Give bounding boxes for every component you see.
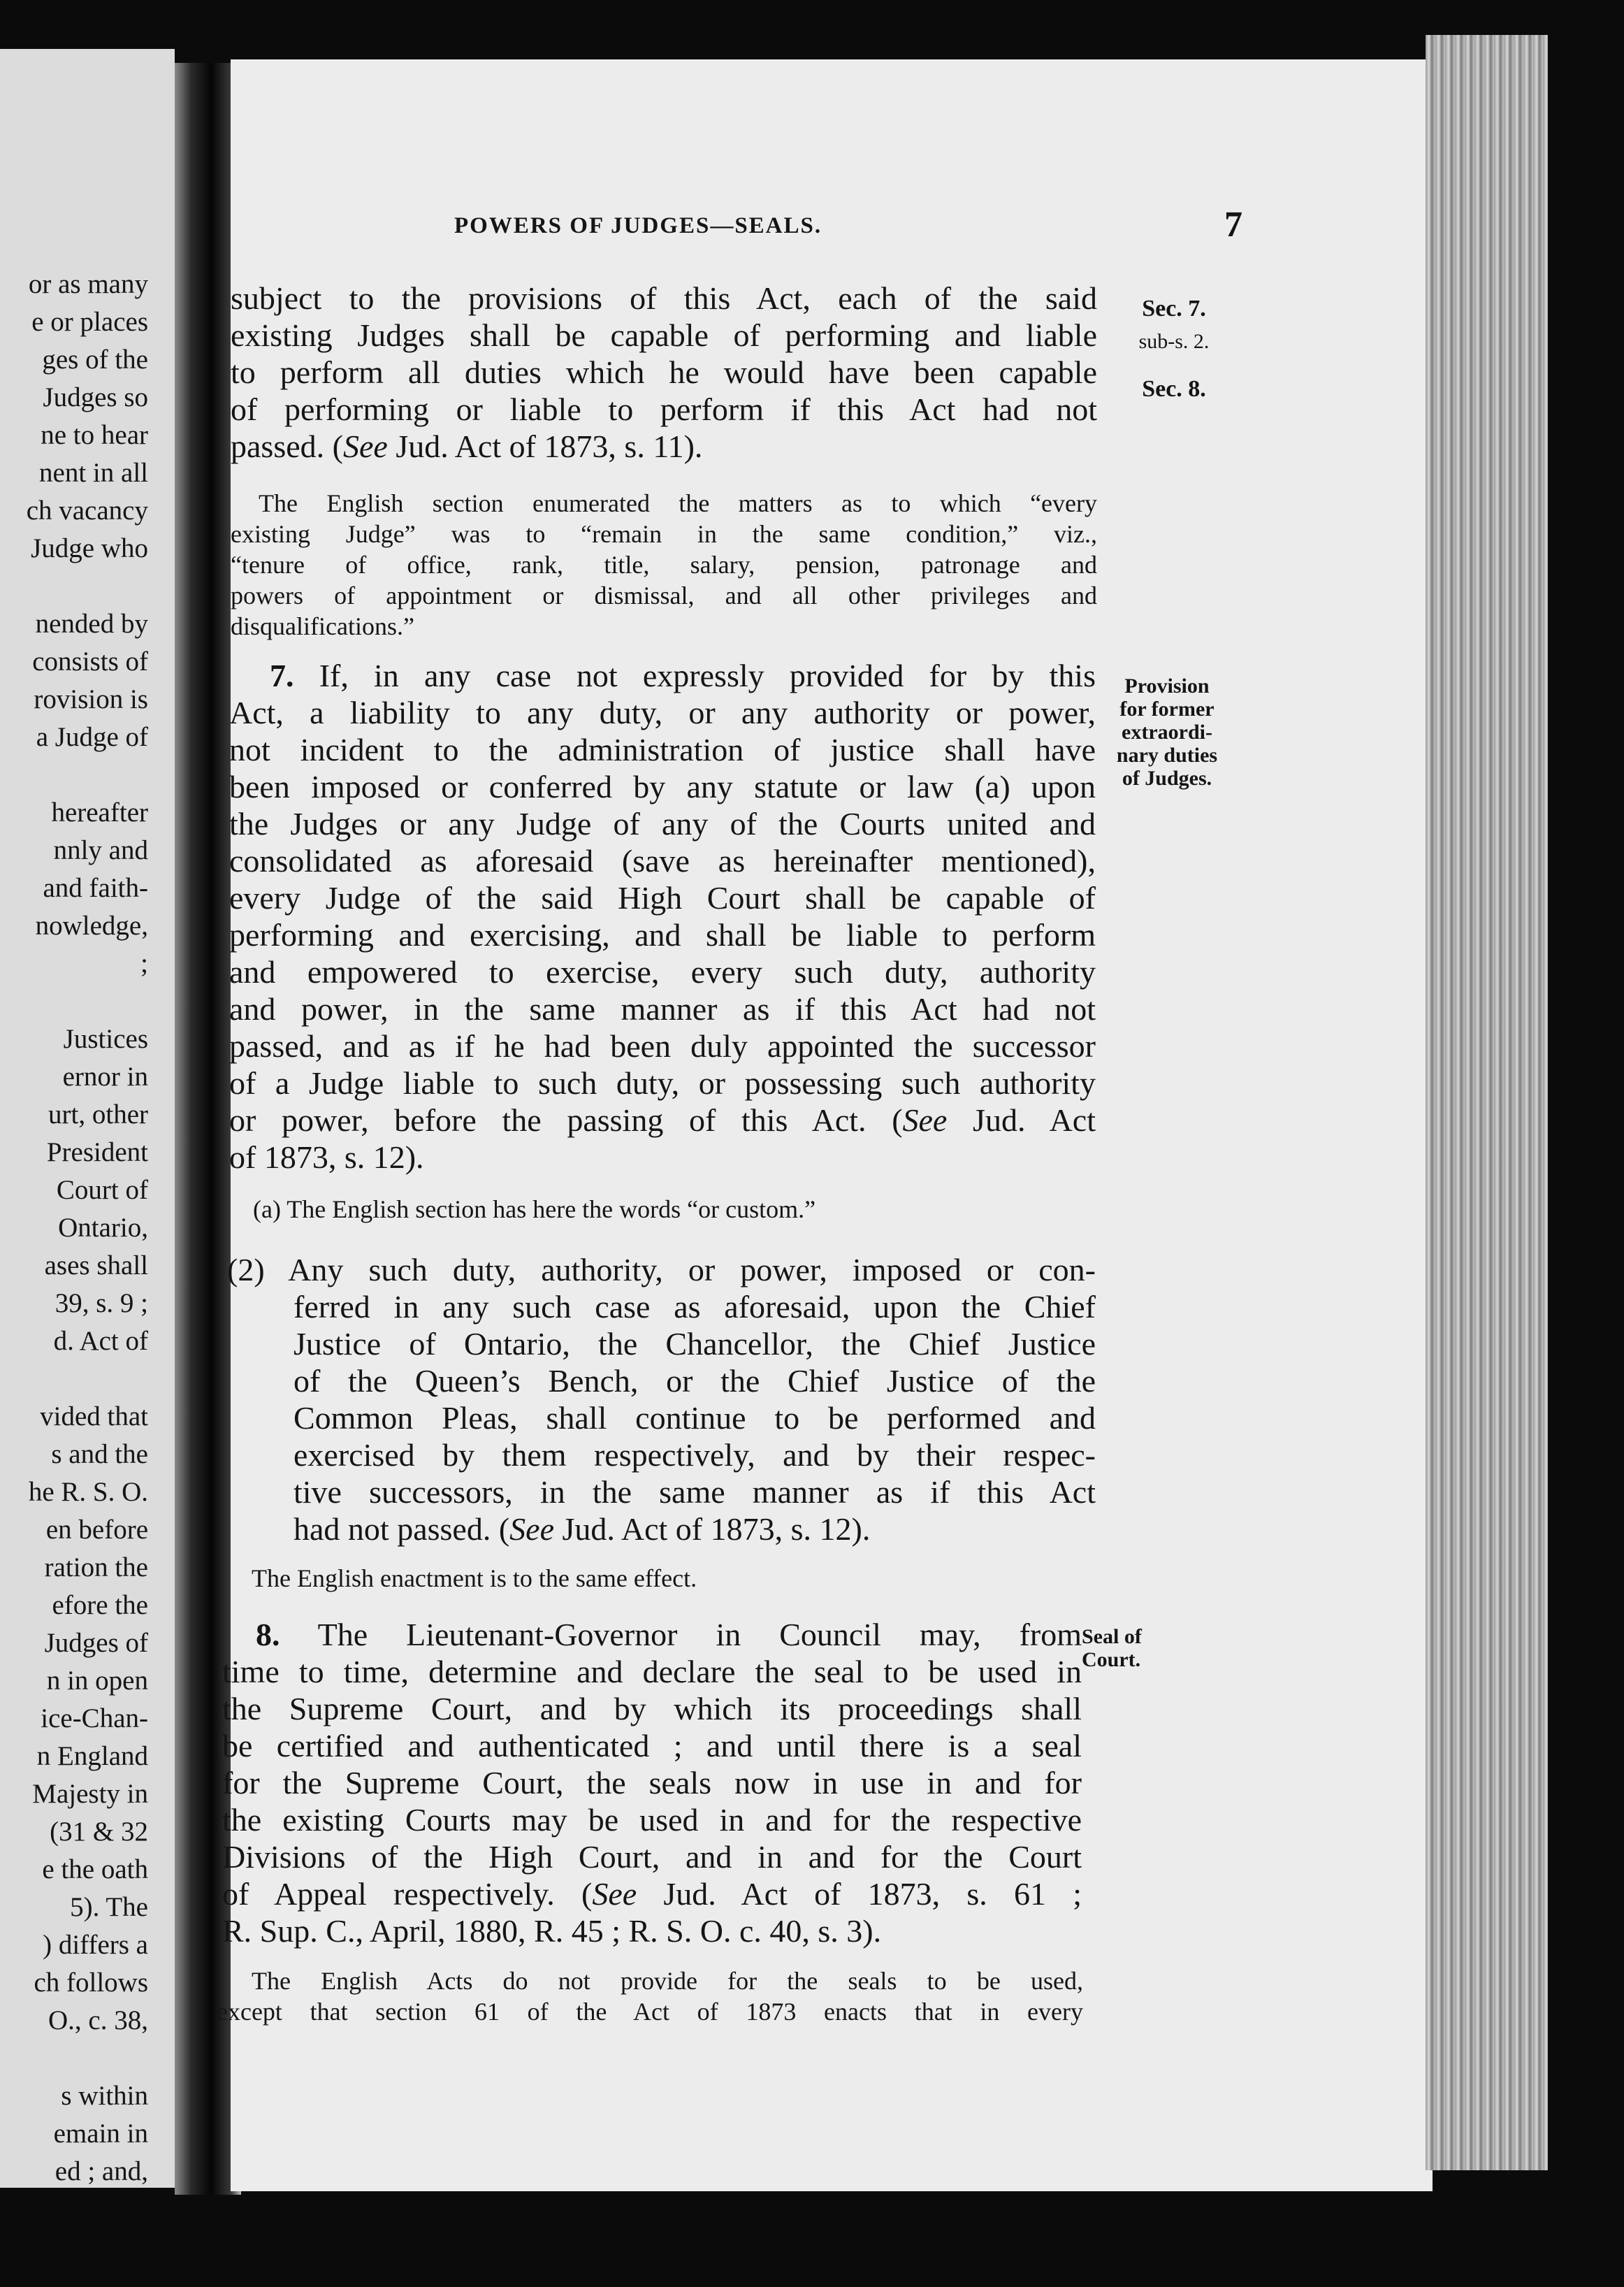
note-line: The English enactment is to the same effect. [252, 1564, 697, 1592]
section-number: 8. [256, 1617, 280, 1652]
left-page-line: emain in [53, 2119, 148, 2149]
footnote-a [253, 1194, 815, 1225]
text-line: for the Supreme Court, the seals now in use in and for [222, 1765, 1082, 1801]
margin-note-sub-s-2: sub-s. 2. [1138, 330, 1210, 353]
margin-note-provision: Provision for former extraordi- nary duties of Judges. [1116, 674, 1218, 790]
text-line: time to time, determine and declare the seal to be used in [222, 1654, 1082, 1689]
left-page-line [0, 1360, 148, 1398]
left-page-line: a Judge of [36, 722, 148, 752]
footnote-english-acts [217, 1965, 1083, 2027]
note-line: existing Judge” was to “remain in the same condition,” viz., [231, 520, 1097, 548]
margin-note-sec-8: Sec. 8. [1142, 376, 1206, 402]
left-page-line: (31 & 32 [50, 1817, 148, 1847]
left-page-line: he R. S. O. [28, 1477, 148, 1507]
text-line-last: passed. (See Jud. Act of 1873, s. 11). [231, 428, 703, 464]
left-page-line: d. Act of [53, 1326, 148, 1356]
left-page-line: O., c. 38, [48, 2005, 148, 2035]
left-page-line: nended by [35, 609, 148, 639]
left-page-line: ration the [44, 1552, 148, 1582]
text-line: of performing or liable to perform if this Act had not [231, 391, 1097, 427]
text-line: and empowered to exercise, every such duty, authority [229, 954, 1096, 990]
left-page-line: efore the [52, 1590, 148, 1620]
margin-note-sec-7: Sec. 7. [1142, 296, 1206, 322]
left-page-line: consists of [32, 647, 148, 677]
page-edges [1426, 35, 1548, 2170]
text-line: performing and exercising, and shall be liable to perform [229, 917, 1096, 953]
left-page-line: ) differs a [43, 1930, 148, 1960]
left-page-line: hereafter [51, 798, 148, 828]
left-page-line: ges of the [42, 345, 148, 375]
text-line: consolidated as aforesaid (save as hereinafter mentioned), [229, 843, 1096, 879]
subsection-2 [227, 1251, 1096, 1547]
left-page-line: and faith- [43, 873, 148, 903]
left-page-line: n in open [46, 1666, 148, 1696]
left-page-line: s and the [51, 1439, 148, 1469]
left-page-line [0, 568, 148, 605]
text-line: the Supreme Court, and by which its proceedings shall [222, 1691, 1082, 1726]
left-page-line: 5). The [70, 1892, 148, 1922]
subsection-first-line: (2) Any such duty, authority, or power, imposed or con- [227, 1252, 1096, 1287]
text-line: to perform all duties which he would have been capable [231, 354, 1097, 390]
text-line-last: R. Sup. C., April, 1880, R. 45 ; R. S. O. c. 40, s. 3). [222, 1913, 882, 1949]
text-line: of a Judge liable to such duty, or possessing such authority [229, 1065, 1096, 1101]
footnote-english-enactment [252, 1563, 697, 1594]
text-line: of Appeal respectively. (See Jud. Act of 1873, s. 61 ; [222, 1876, 1082, 1912]
left-page-line: rovision is [34, 684, 148, 714]
section-7 [229, 657, 1096, 1176]
text-line-last: of 1873, s. 12). [229, 1139, 424, 1175]
left-page-line: Court of [56, 1175, 148, 1205]
left-page-line [0, 756, 148, 794]
left-page-line: Judges so [43, 382, 148, 412]
text-line: exercised by them respectively, and by their respec- [293, 1437, 1096, 1473]
text-line: ferred in any such case as aforesaid, upon the Chief [293, 1289, 1096, 1325]
left-page-line: urt, other [48, 1099, 148, 1130]
left-page-line: nnly and [53, 835, 148, 865]
left-page-line: Judges of [44, 1628, 148, 1658]
text-line: Divisions of the High Court, and in and for the Court [222, 1839, 1082, 1875]
left-page-line: n England [36, 1741, 148, 1771]
margin-note-seal: Seal of Court. [1082, 1625, 1142, 1671]
note-line: (a) The English section has here the words “or custom.” [253, 1195, 816, 1223]
note-line: “tenure of office, rank, title, salary, pension, patronage and [231, 551, 1097, 579]
text-line: been imposed or conferred by any statute or law (a) upon [229, 769, 1096, 805]
left-page-line: e the oath [42, 1854, 148, 1884]
left-page-line: or as many [28, 269, 148, 299]
left-page-line: Judge who [31, 533, 148, 563]
left-page-line: nowledge, [35, 911, 148, 941]
running-head: POWERS OF JUDGES—SEALS. [454, 213, 822, 238]
left-page-line [0, 983, 148, 1020]
left-page-line: President [46, 1137, 148, 1167]
text-line: existing Judges shall be capable of performing and liable [231, 317, 1097, 353]
left-page-text [0, 266, 148, 2188]
note-line: powers of appointment or dismissal, and all other privileges and [231, 582, 1097, 609]
paragraph-continuation [231, 280, 1097, 465]
text-line: be certified and authenticated ; and until there is a seal [222, 1728, 1082, 1763]
left-page-line: ernor in [62, 1062, 148, 1092]
text-line: passed, and as if he had been duly appointed the successor [229, 1028, 1096, 1064]
left-page-line: 39, s. 9 ; [55, 1288, 148, 1318]
left-page-line: ch vacancy [26, 496, 148, 526]
left-page-line: vided that [40, 1401, 148, 1431]
left-page-line: s within [61, 2081, 148, 2111]
page-number: 7 [1224, 205, 1242, 245]
text-line: and power, in the same manner as if this Act had not [229, 991, 1096, 1027]
section-7-first-line: 7. If, in any case not expressly provided for by this [270, 658, 1096, 693]
left-page-line: Ontario, [58, 1213, 148, 1243]
left-page-line: en before [45, 1515, 148, 1545]
text-line: tive successors, in the same manner as if this Act [293, 1474, 1096, 1510]
section-number: 7. [270, 658, 294, 693]
left-page-line: Majesty in [32, 1779, 148, 1809]
left-page-fragment [0, 49, 175, 2188]
left-page-line: ed ; and, [55, 2156, 148, 2186]
text-line-last: had not passed. (See Jud. Act of 1873, s. 12). [293, 1511, 871, 1547]
text-line: Act, a liability to any duty, or any authority or power, [229, 695, 1096, 730]
left-page-line: nent in all [39, 458, 148, 488]
text-line: not incident to the administration of justice shall have [229, 732, 1096, 767]
note-line: except that section 61 of the Act of 1873 enacts that in every [217, 1998, 1083, 2026]
text-line: or power, before the passing of this Act. (See Jud. Act [229, 1102, 1096, 1138]
text-line: every Judge of the said High Court shall be capable of [229, 880, 1096, 916]
left-page-line: ice-Chan- [41, 1703, 148, 1733]
note-line: The English section enumerated the matters as to which “every [259, 489, 1097, 517]
left-page-line: ases shall [44, 1250, 148, 1280]
text-line: the existing Courts may be used in and for the respective [222, 1802, 1082, 1838]
section-8-first-line: 8. The Lieutenant-Governor in Council may, from [256, 1617, 1082, 1652]
left-page-line: ne to hear [41, 420, 148, 450]
left-page-line: Justices [63, 1024, 148, 1054]
text-line: Justice of Ontario, the Chancellor, the Chief Justice [293, 1326, 1096, 1362]
left-page-line [0, 2040, 148, 2077]
section-8 [222, 1616, 1082, 1949]
text-line: subject to the provisions of this Act, each of the said [231, 280, 1097, 316]
left-page-line: e or places [31, 307, 148, 337]
left-page-line: ch follows [34, 1968, 148, 1998]
text-line: the Judges or any Judge of any of the Courts united and [229, 806, 1096, 842]
note-line-last: disqualifications.” [231, 612, 414, 640]
note-line: The English Acts do not provide for the seals to be used, [252, 1967, 1083, 1995]
left-page-line: ; [140, 948, 148, 979]
footnote-english-section [231, 488, 1097, 642]
text-line: of the Queen’s Bench, or the Chief Justice of the [293, 1363, 1096, 1399]
text-line: Common Pleas, shall continue to be performed and [293, 1400, 1096, 1436]
